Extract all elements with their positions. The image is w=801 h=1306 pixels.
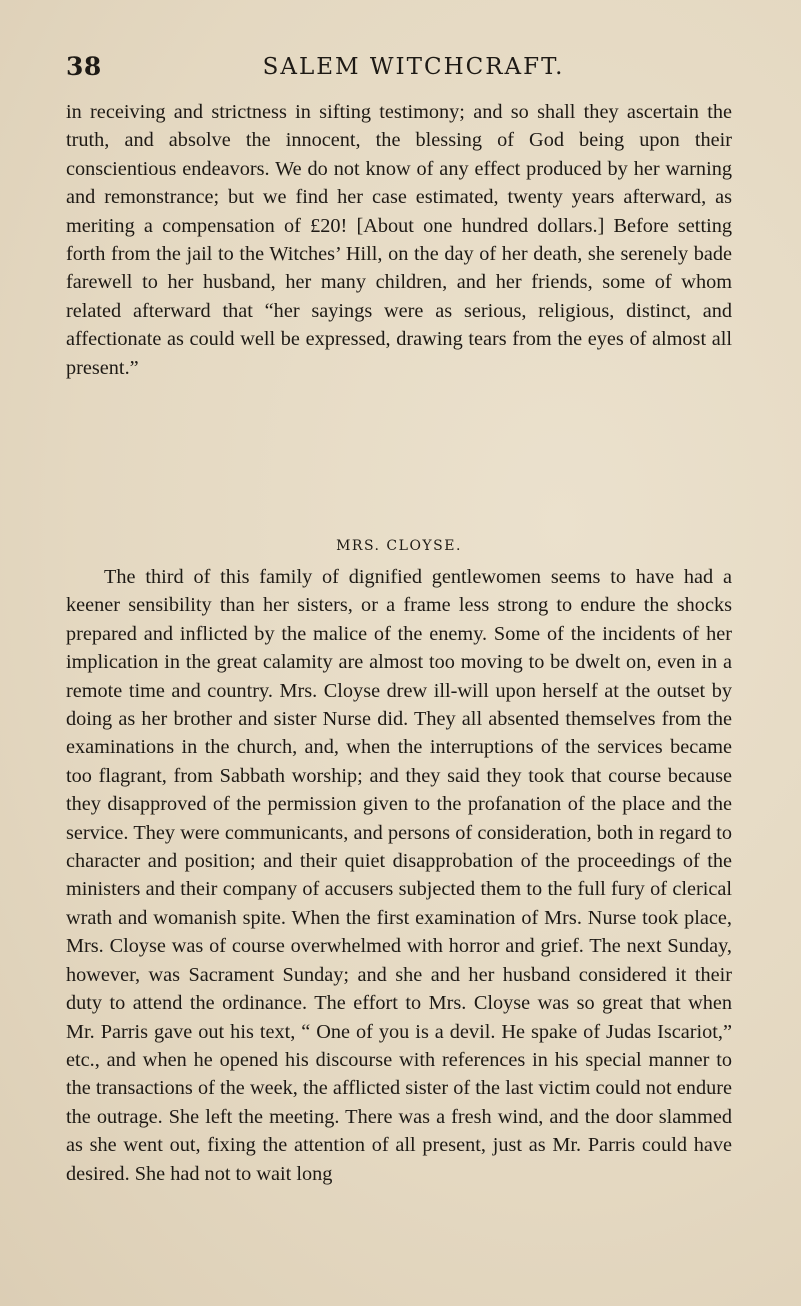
body-text-bottom	[66, 563, 732, 1188]
page-header	[66, 52, 731, 86]
running-head: SALEM WITCHCRAFT.	[262, 54, 565, 80]
paragraph: The third of this family of dignified gentlewomen seems to have had a keener sensibility than her sisters, or a frame less strong to endure the shocks prepared and inflicted by the malice of the enemy. Some of the incidents of her implication in the great calamity are almost too moving to be dwelt on, even in a remote time and country. Mrs. Cloyse drew ill-will upon herself at the outset by doing as her brother and sister Nurse did. They all absented themselves from the examinations in the church, and, when the interruptions of the services became too flagrant, from Sabbath worship; and they said they took that course because they disapproved of the permission given to the profanation of the place and the service. They were communicants, and persons of consideration, both in regard to character and position; and their quiet disapprobation of the proceedings of the ministers and their company of accusers subjected them to the full fury of clerical wrath and womanish spite. When the first examination of Mrs. Nurse took place, Mrs. Cloyse was of course overwhelmed with horror and grief. The next Sunday, however, was Sacrament Sunday; and she and her husband considered it their duty to attend the ordinance. The effort to Mrs. Cloyse was so great that when Mr. Parris gave out his text, “ One of you is a devil. He spake of Judas Iscariot,” etc., and when he opened his discourse with references in his special manner to the transactions of the week, the afflicted sister of the last victim could not endure the outrage. She left the meeting. There was a fresh wind, and the door slammed as she went out, fixing the attention of all present, just as Mr. Parris could have desired. She had not to wait long	[66, 566, 732, 1185]
section-heading: MRS. CLOYSE.	[336, 538, 462, 554]
page-number: 38	[66, 52, 102, 81]
body-text-top	[66, 98, 732, 382]
paragraph: in receiving and strictness in sifting testimony; and so shall they ascertain the truth, and absolve the innocent, the blessing of God being upon their conscientious endeavors. We do not know of any effect produced by her warning and remonstrance; but we find her case estimated, twenty years afterward, as meriting a compensation of £20! [About one hundred dollars.] Before setting forth from the jail to the Witches’ Hill, on the day of her death, she serenely bade farewell to her husband, her many children, and her friends, some of whom related afterward that “her sayings were as serious, religious, distinct, and affectionate as could well be expressed, drawing tears from the eyes of almost all present.”	[66, 101, 732, 379]
